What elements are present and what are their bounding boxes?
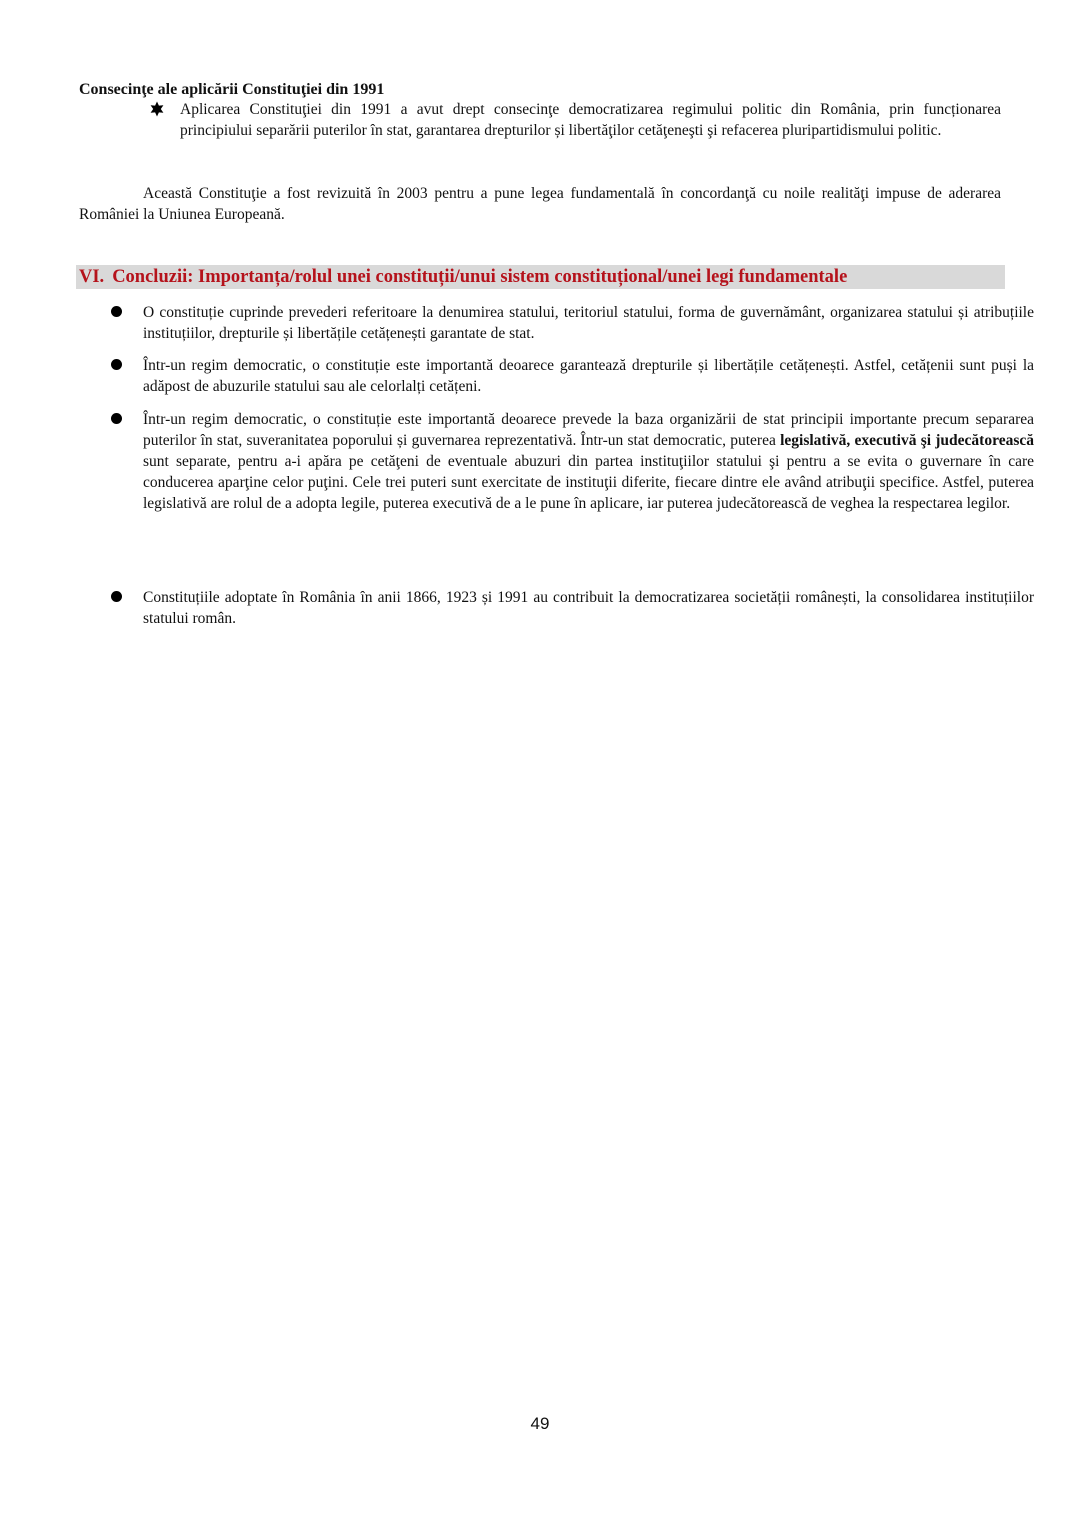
list-item-text xyxy=(143,409,1034,514)
bold-text-segment: legislativă, executivă şi judecătorească xyxy=(780,432,1034,449)
bullet-dot-icon xyxy=(111,359,122,370)
bullet-dot-icon xyxy=(111,591,122,602)
bullet-dot-icon xyxy=(111,306,122,317)
list-item xyxy=(110,409,1034,514)
list-item-text: Într-un regim democratic, o constituție este importantă deoarece garantează drepturile și libertățile cetățenești. Astfel, cetățenii sunt puși la adăpost de abuzurile statului sau ale celorlalți cetățeni. xyxy=(143,357,1034,395)
text-segment: sunt separate, pentru a-i apăra pe cetăţeni de eventuale abuzuri din partea instituţiilor statului şi pentru a se evita o guvernare în care conducerea aparţine celor puţini. Cele trei puteri sunt exercitate de instituţii diferite, fiecare dintre ele având atribuţii specifice. Astfel, puterea legislativă are rolul de a adopta legile, puterea executivă de a le pune în aplicare, iar puterea judecătorească de veghea la respectarea legilor. xyxy=(143,453,1034,512)
list-item-text: O constituție cuprinde prevederi referitoare la denumirea statului, teritoriul statului, forma de guvernământ, organizarea statului și atribuțiile instituțiilor, drepturile și libertățile cetățenești garantate de stat. xyxy=(143,304,1034,342)
page-number: 49 xyxy=(530,1414,550,1433)
paragraph-revision-2003: Această Constituţie a fost revizuită în 2003 pentru a pune legea fundamentală în concordanţă cu noile realităţi impuse de aderarea României la Uniunea Europeană. xyxy=(79,185,1001,223)
list-item-text: Aplicarea Constituţiei din 1991 a avut drept consecinţe democratizarea regimului politic din România, prin funcționarea principiului separării puterilor în stat, garantarea drepturilor și libertăţilor cetăţeneşti şi refacerea pluripartidismului politic. xyxy=(180,101,1001,139)
star-bullet-icon xyxy=(149,101,165,117)
list-item xyxy=(110,302,1034,344)
section-number: VI. xyxy=(79,267,105,287)
list-item xyxy=(110,355,1034,397)
bullet-dot-icon xyxy=(111,413,122,424)
section-heading-conclusions xyxy=(79,266,1004,289)
list-item-text: Constituțiile adoptate în România în anii 1866, 1923 și 1991 au contribuit la democratizarea societății românești, la consolidarea instituțiilor statului român. xyxy=(143,589,1034,627)
section-title-text: Concluzii: Importanța/rolul unei constituții/unui sistem constituțional/unei legi fundamentale xyxy=(112,267,848,287)
section-heading-consequences: Consecinţe ale aplicării Constituţiei din 1991 xyxy=(79,81,385,98)
list-item-consequence xyxy=(149,99,1001,141)
list-item xyxy=(110,587,1034,629)
text-segment: Într-un regim democratic, o constituție este importantă deoarece prevede la baza organizării de stat principii importante precum separarea puterilor în stat, suveranitatea poporului și guvernarea reprezentativă. Într-un stat democratic, puterea xyxy=(143,411,1034,449)
